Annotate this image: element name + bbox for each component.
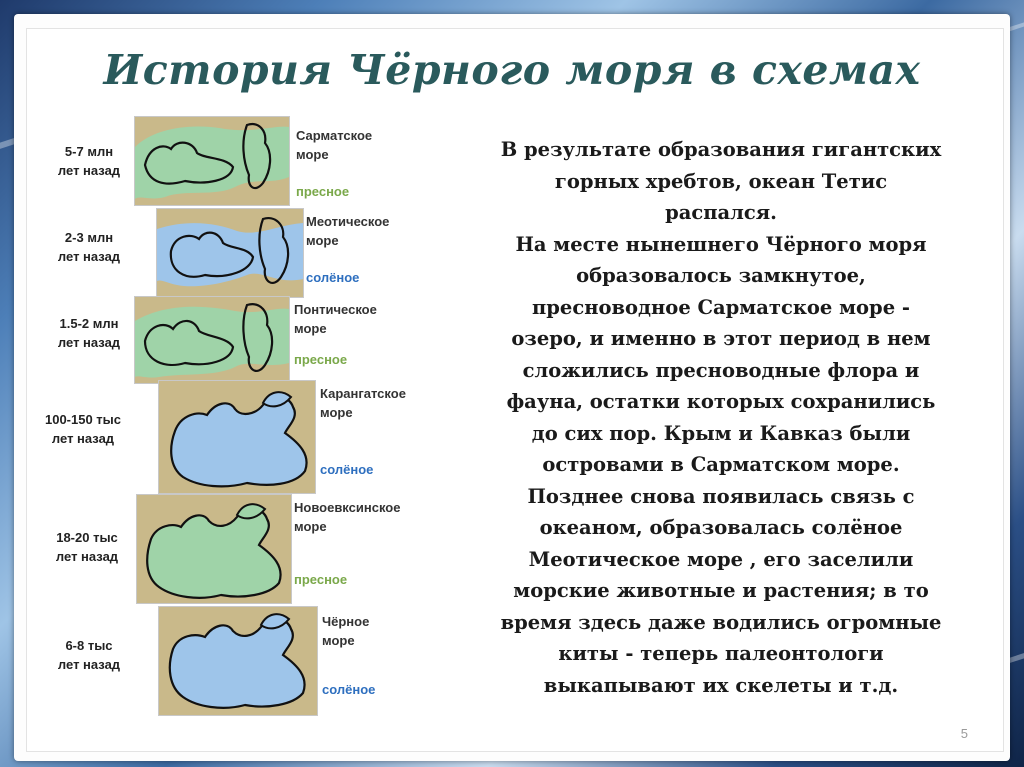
stage-map bbox=[156, 208, 304, 298]
stage-map bbox=[134, 116, 290, 206]
text-line: пресноводное Сарматское море - bbox=[532, 295, 910, 319]
salinity-label: пресное bbox=[294, 572, 348, 587]
sea-name: Новоевксинское море bbox=[294, 500, 401, 534]
text-line: до сих пор. Крым и Кавказ были bbox=[531, 421, 911, 445]
salinity-label: солёное bbox=[322, 682, 376, 697]
text-line: киты - теперь палеонтологи bbox=[558, 642, 884, 665]
salinity-label: пресное bbox=[296, 184, 350, 199]
stage-row bbox=[34, 606, 458, 706]
text-line: В результате образования гигантских bbox=[500, 138, 942, 161]
stage-row bbox=[34, 208, 458, 308]
text-line: время здесь даже водились огромные bbox=[500, 610, 942, 634]
text-line: сложились пресноводные флора и bbox=[522, 358, 920, 382]
text-line: фауна, остатки которых сохранились bbox=[506, 390, 936, 413]
schemes-panel bbox=[34, 106, 458, 720]
stage-period: 2-3 млн лет назад bbox=[57, 230, 121, 264]
text-line: горных хребтов, океан Тетис bbox=[554, 169, 888, 193]
stage-map bbox=[158, 606, 318, 716]
salinity-label: солёное bbox=[306, 270, 360, 285]
stage-map bbox=[136, 494, 292, 604]
slide-title: История Чёрного моря в схемах bbox=[103, 46, 921, 94]
sea-name: Меотическое море bbox=[306, 214, 390, 248]
text-line: островами в Сарматском море. bbox=[542, 453, 900, 476]
text-line: На месте нынешнего Чёрного моря bbox=[515, 232, 927, 256]
stage-map bbox=[158, 380, 316, 494]
stage-row bbox=[34, 380, 458, 480]
stage-period: 18-20 тыс лет назад bbox=[55, 530, 119, 564]
stage-period: 100-150 тыс лет назад bbox=[44, 412, 122, 446]
stage-period: 1.5-2 млн лет назад bbox=[57, 316, 121, 350]
salinity-label: солёное bbox=[320, 462, 374, 477]
stage-map bbox=[134, 296, 290, 384]
text-line: озеро, и именно в этот период в нем bbox=[511, 327, 931, 350]
stage-period: 5-7 млн лет назад bbox=[57, 144, 121, 178]
description-text bbox=[456, 134, 986, 701]
text-line: выкапывают их скелеты и т.д. bbox=[543, 673, 899, 697]
salinity-label: пресное bbox=[294, 352, 348, 367]
sea-name: Карангатское море bbox=[320, 386, 406, 420]
sea-name: Сарматское море bbox=[296, 128, 373, 162]
sea-name: Понтическое море bbox=[294, 302, 377, 336]
stage-row bbox=[34, 494, 458, 594]
text-line: Позднее снова появилась связь с bbox=[527, 484, 915, 508]
text-line: морские животные и растения; в то bbox=[513, 579, 929, 602]
stage-row bbox=[34, 112, 458, 212]
text-line: океаном, образовалась солёное bbox=[539, 516, 903, 539]
page-number: 5 bbox=[960, 726, 968, 741]
sea-name: Чёрное море bbox=[322, 614, 370, 648]
text-line: образовалось замкнутое, bbox=[576, 264, 866, 287]
text-line: Меотическое море , его заселили bbox=[528, 547, 914, 571]
text-line: распался. bbox=[665, 201, 777, 224]
stage-period: 6-8 тыс лет назад bbox=[57, 638, 121, 672]
